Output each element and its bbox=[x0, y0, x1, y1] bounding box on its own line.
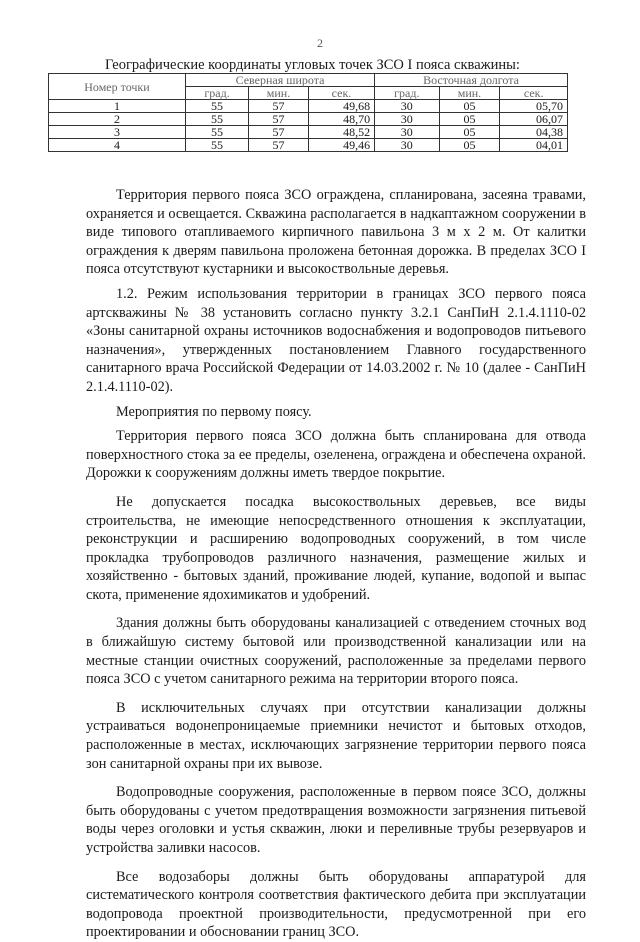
header-east-longitude: Восточная долгота bbox=[375, 74, 568, 87]
cell-lon-min: 05 bbox=[439, 126, 500, 139]
cell-lat-sec: 49,46 bbox=[308, 139, 374, 152]
cell-lat-deg: 55 bbox=[185, 139, 248, 152]
table-row bbox=[49, 139, 568, 152]
table-row bbox=[49, 126, 568, 139]
paragraph-measures-heading: Мероприятия по первому поясу. bbox=[116, 403, 312, 420]
cell-lon-sec: 05,70 bbox=[500, 100, 568, 113]
cell-lat-min: 57 bbox=[249, 113, 309, 126]
cell-lon-min: 05 bbox=[439, 139, 500, 152]
cell-lat-sec: 48,52 bbox=[308, 126, 374, 139]
cell-lat-deg: 55 bbox=[185, 113, 248, 126]
document-body bbox=[86, 186, 586, 942]
header-lon-sec: сек. bbox=[500, 87, 568, 100]
header-point-number: Номер точки bbox=[49, 74, 186, 100]
paragraph-exceptional-cases: В исключительных случаях при отсутствии канализации должны устраиваться водонепроницаемые приемники нечистот и бытовых отходов, расположенные в местах, исключающих загрязнение территории первого пояса зон санитарной охраны при их вывозе. bbox=[86, 699, 586, 772]
cell-lat-sec: 48,70 bbox=[308, 113, 374, 126]
cell-lon-sec: 06,07 bbox=[500, 113, 568, 126]
cell-lat-min: 57 bbox=[249, 126, 309, 139]
paragraph-territory-description: Территория первого пояса ЗСО ограждена, спланирована, засеяна травами, охраняется и освещается. Скважина располагается в надкаптажном сооружении в виде типового отапливаемого кирпичного павильона 3 м х 2 м. От калитки ограждения к дверям павильона проложена бетонная дорожка. В пределах ЗСО I пояса отсутствуют кустарники и высокоствольные деревья. bbox=[86, 187, 586, 278]
cell-lat-sec: 49,68 bbox=[308, 100, 374, 113]
header-lat-sec: сек. bbox=[308, 87, 374, 100]
header-north-latitude: Северная широта bbox=[185, 74, 374, 87]
table-caption: Географические координаты угловых точек ЗСО I пояса скважины: bbox=[105, 57, 520, 73]
cell-lon-min: 05 bbox=[439, 100, 500, 113]
cell-lon-sec: 04,38 bbox=[500, 126, 568, 139]
cell-lon-deg: 30 bbox=[375, 113, 439, 126]
cell-lat-min: 57 bbox=[249, 139, 309, 152]
page-number: 2 bbox=[317, 36, 323, 50]
cell-lat-deg: 55 bbox=[185, 126, 248, 139]
cell-lon-deg: 30 bbox=[375, 126, 439, 139]
cell-point: 2 bbox=[49, 113, 186, 126]
cell-lat-deg: 55 bbox=[185, 100, 248, 113]
cell-point: 1 bbox=[49, 100, 186, 113]
paragraph-monitoring-equipment: Все водозаборы должны быть оборудованы аппаратурой для систематического контроля соответствия фактического дебита при эксплуатации водопровода проектной производительности, предусмотренной при его проектировании и обосновании границ ЗСО. bbox=[86, 868, 586, 941]
cell-lat-min: 57 bbox=[249, 100, 309, 113]
header-lon-deg: град. bbox=[375, 87, 439, 100]
cell-lon-sec: 04,01 bbox=[500, 139, 568, 152]
paragraph-water-structures: Водопроводные сооружения, расположенные в первом поясе ЗСО, должны быть оборудованы с учетом предотвращения возможности загрязнения питьевой воды через оголовки и устья скважин, люки и переливные трубы резервуаров и устройства заливки насосов. bbox=[86, 784, 586, 856]
paragraph-territory-planning: Территория первого пояса ЗСО должна быть спланирована для отвода поверхностного стока за ее пределы, озеленена, ограждена и обеспечена охраной. Дорожки к сооружениям должны иметь твердое покрытие. bbox=[86, 428, 586, 482]
paragraph-sewage: Здания должны быть оборудованы канализацией с отведением сточных вод в ближайшую систему бытовой или производственной канализации или на местные станции очистных сооружений, расположенные за пределами первого пояса ЗСО с учетом санитарного режима на территории второго пояса. bbox=[86, 615, 586, 688]
header-lon-min: мин. bbox=[439, 87, 500, 100]
table-row bbox=[49, 113, 568, 126]
table-header-row bbox=[49, 74, 568, 87]
coordinates-table bbox=[48, 73, 568, 152]
paragraph-usage-regime: 1.2. Режим использования территории в границах ЗСО первого пояса артскважины № 38 установить согласно пункту 3.2.1 СанПиН 2.1.4.1110-02 «Зоны санитарной охраны источников водоснабжения и водопроводов питьевого назначения», утвержденных постановлением Главного государственного санитарного врача Российской Федерации от 14.03.2002 г. № 10 (далее - СанПиН 2.1.4.1110-02). bbox=[86, 285, 586, 395]
cell-lon-deg: 30 bbox=[375, 100, 439, 113]
cell-point: 3 bbox=[49, 126, 186, 139]
table-row bbox=[49, 100, 568, 113]
paragraph-prohibitions: Не допускается посадка высокоствольных деревьев, все виды строительства, не имеющие непосредственного отношения к эксплуатации, реконструкции и расширению водопроводных сооружений, в том числе прокладка трубопроводов различного назначения, размещение жилых и хозяйственно - бытовых зданий, проживание людей, купание, водопой и выпас скота, применение ядохимикатов и удобрений. bbox=[86, 493, 586, 603]
cell-point: 4 bbox=[49, 139, 186, 152]
cell-lon-min: 05 bbox=[439, 113, 500, 126]
header-lat-deg: град. bbox=[185, 87, 248, 100]
header-lat-min: мин. bbox=[249, 87, 309, 100]
cell-lon-deg: 30 bbox=[375, 139, 439, 152]
